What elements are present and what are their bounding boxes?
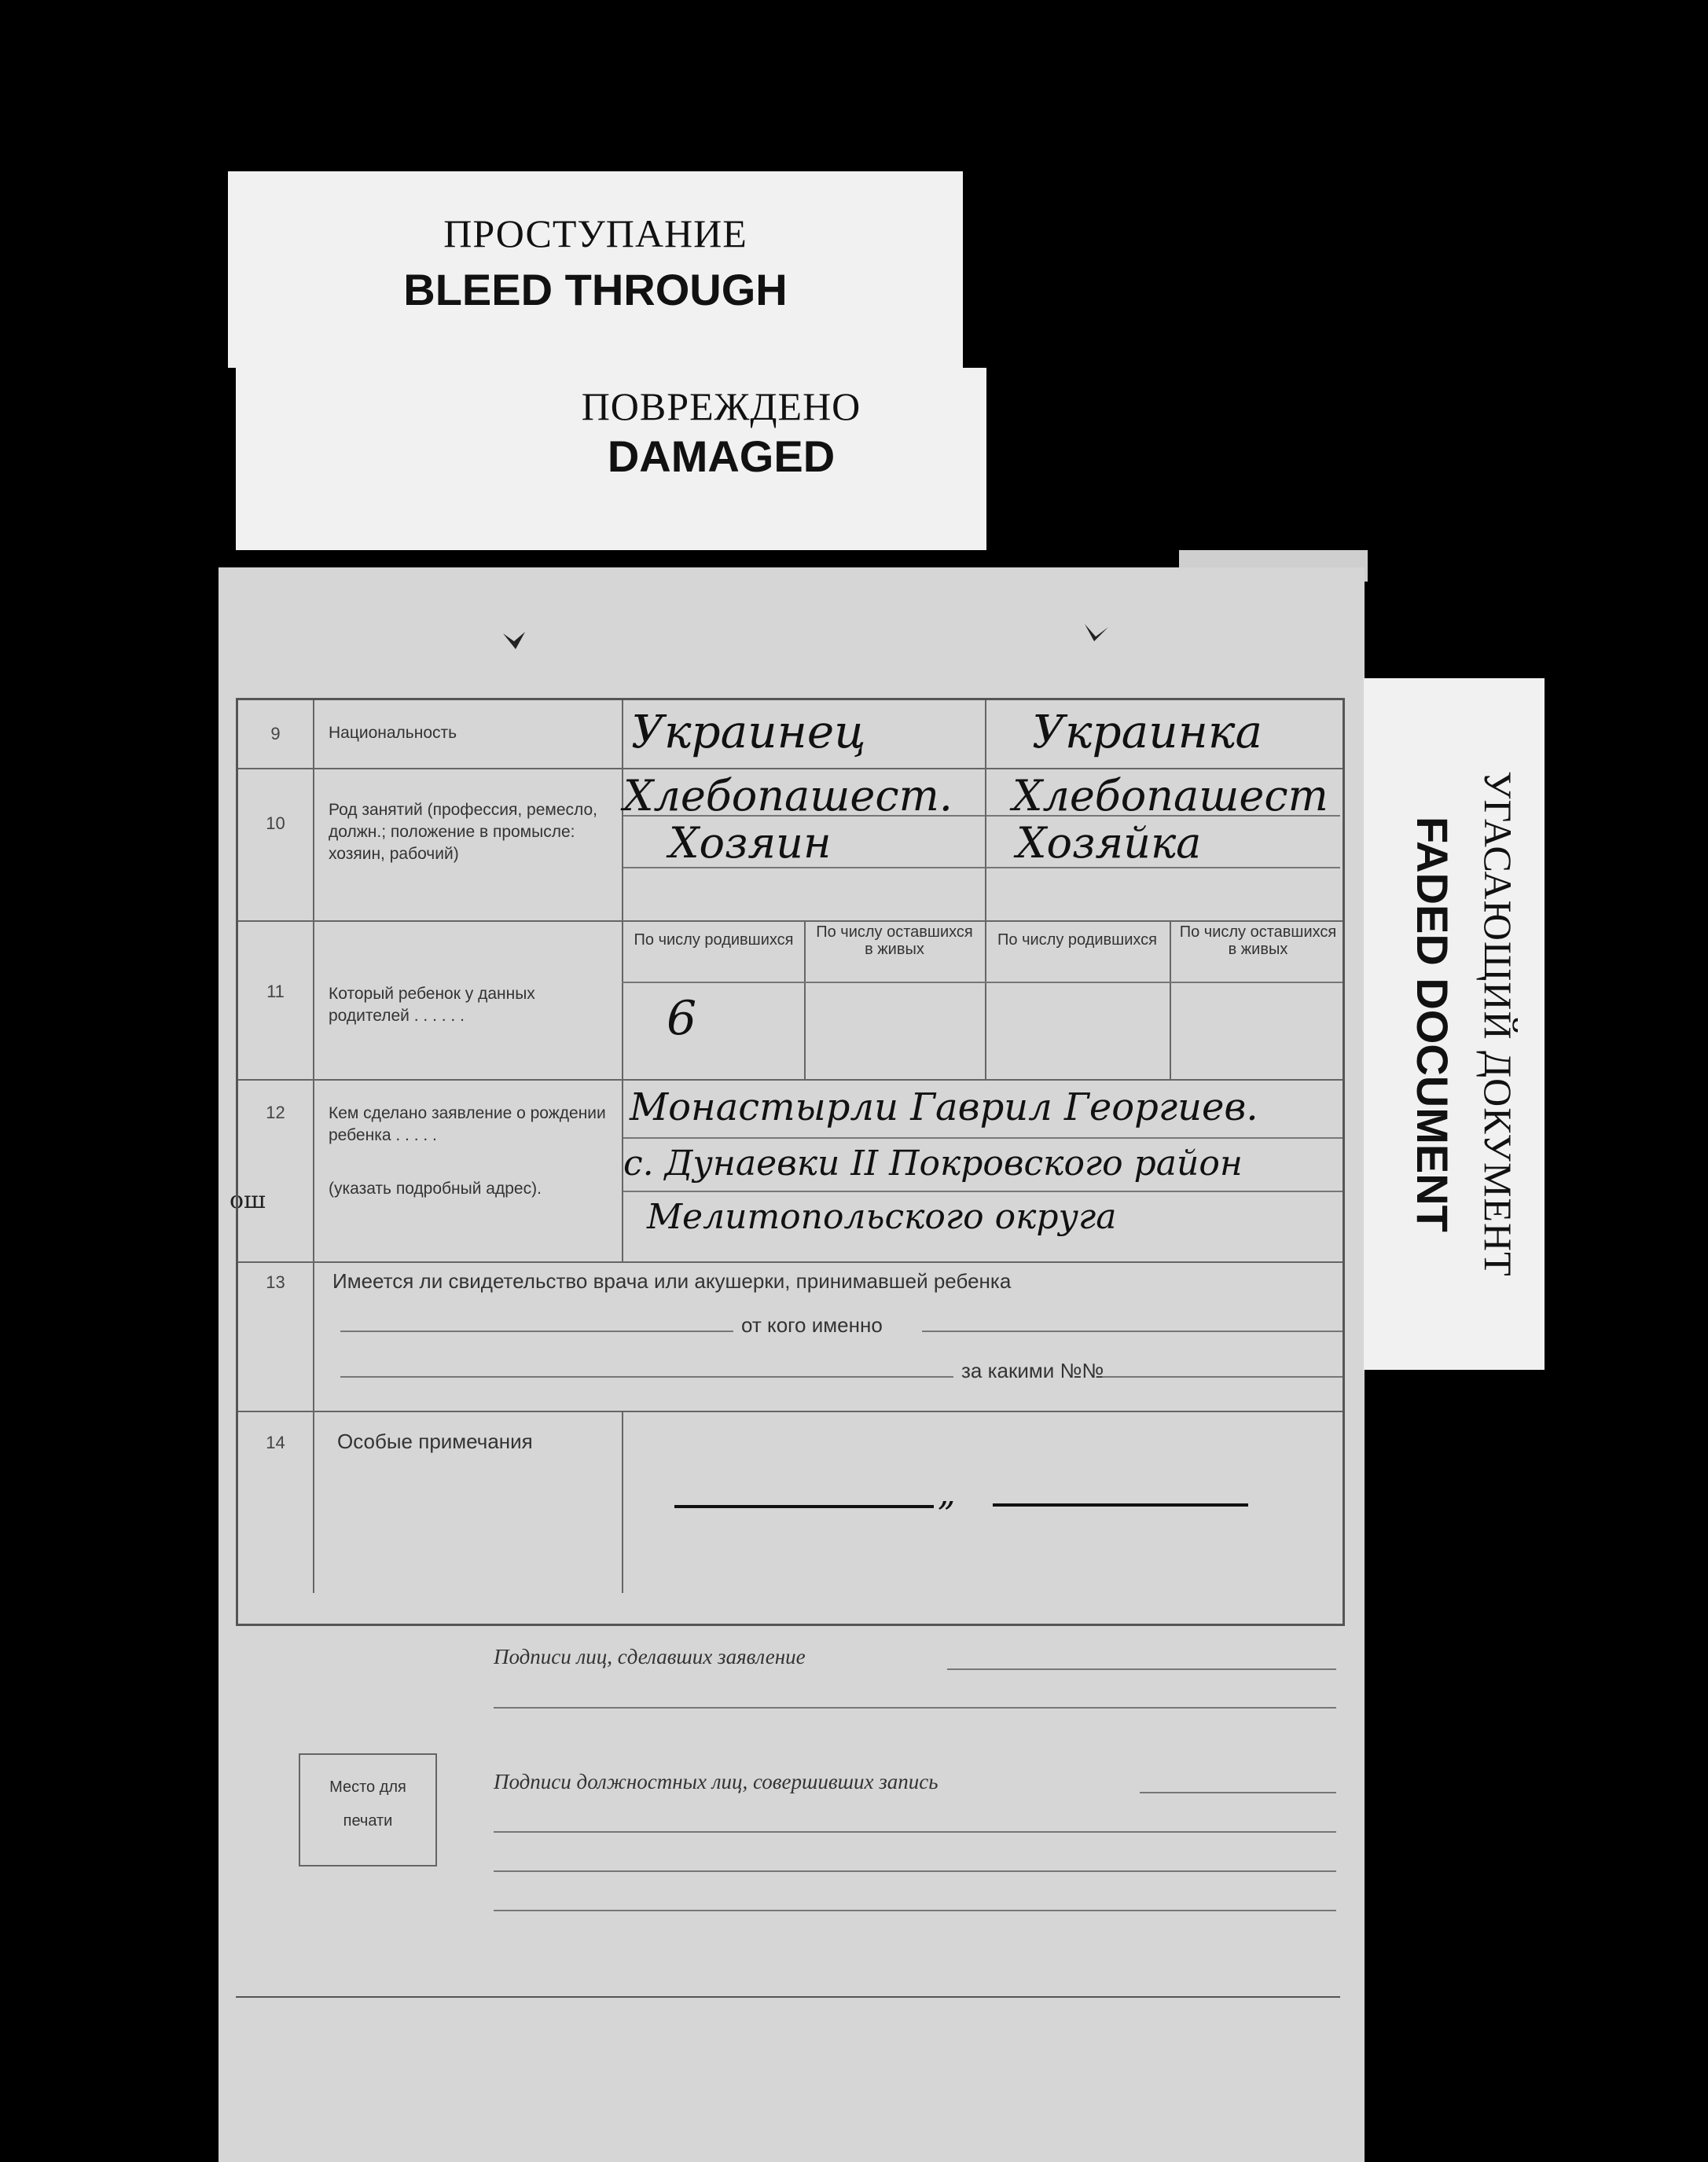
row-number: 10 (266, 813, 285, 833)
child-order-value: 6 (667, 991, 697, 1046)
nationality-label: Национальность (329, 724, 457, 742)
declarant-label: Кем сделано заявление о рождении ребенка . . . . . (329, 1104, 606, 1144)
binding-hole-icon (1083, 622, 1110, 643)
father-born-header: По числу родившихся (634, 931, 794, 949)
mother-position: Хозяйка (1016, 818, 1202, 868)
certificate-from-whom: от кого именно (741, 1313, 883, 1337)
row-nationality (238, 700, 1343, 769)
bleed-through-target-card (228, 171, 963, 368)
row-number: 14 (266, 1433, 285, 1452)
stamp-place-label-2: печати (343, 1812, 393, 1830)
damaged-russian-label: ПОВРЕЖДЕНО (581, 384, 861, 428)
row-number: 12 (266, 1103, 285, 1122)
declarant-district: Мелитопольского округа (647, 1197, 1117, 1237)
row-child-order (238, 920, 1343, 1081)
father-alive-header: По числу оставшихся в живых (816, 923, 973, 958)
applicants-signature-label: Подписи лиц, сделавших заявление (494, 1645, 806, 1668)
bleed-through-english-label: BLEED THROUGH (403, 265, 788, 314)
stamp-place-box (299, 1753, 437, 1867)
faded-document-russian-label: УГАСАЮЩИЙ ДОКУМЕНТ (1476, 771, 1520, 1277)
mother-alive-header: По числу оставшихся в живых (1179, 923, 1337, 958)
special-notes-label: Особые примечания (337, 1430, 533, 1453)
row-special-notes (238, 1411, 1343, 1593)
mother-occupation: Хлебопашест (1012, 771, 1328, 820)
row-certificate (238, 1261, 1343, 1412)
certificate-numbers: за какими №№ (961, 1359, 1104, 1382)
row-occupation (238, 768, 1343, 922)
father-occupation: Хлебопашест. (623, 771, 953, 820)
faded-document-target-card (1364, 678, 1545, 1370)
declarant-village: с. Дунаевки II Покровского район (623, 1143, 1243, 1184)
mother-born-header: По числу родившихся (997, 931, 1157, 949)
occupation-label: Род занятий (профессия, ремесло, должн.; положение в промысле: хозяин, рабочий) (329, 801, 598, 863)
officials-signature-label: Подписи должностных лиц, совершивших запись (494, 1770, 938, 1793)
margin-mark: ош (230, 1187, 266, 1214)
faded-document-english-label: FADED DOCUMENT (1408, 816, 1457, 1232)
special-notes-ditto: „ (938, 1474, 956, 1514)
bleed-through-russian-label: ПРОСТУПАНИЕ (443, 211, 747, 255)
stamp-place-label: Место для (329, 1778, 406, 1796)
row-number: 13 (266, 1272, 285, 1292)
binding-hole-icon (501, 630, 528, 651)
address-label: (указать подробный адрес). (329, 1180, 542, 1198)
damaged-target-card (236, 368, 986, 550)
father-position: Хозяин (669, 818, 832, 868)
row-number: 11 (266, 982, 285, 1001)
child-order-label: Который ребенок у данных родителей . . . . . . (329, 985, 535, 1025)
row-declarant (238, 1079, 1343, 1263)
mother-nationality: Украинка (1032, 705, 1263, 758)
certificate-question: Имеется ли свидетельство врача или акушерки, принимавшей ребенка (332, 1269, 1012, 1293)
declarant-name: Монастырли Гаврил Георгиев. (630, 1085, 1258, 1129)
father-nationality: Украинец (631, 705, 866, 758)
damaged-english-label: DAMAGED (607, 431, 836, 481)
row-number: 9 (270, 724, 281, 743)
birth-record-form (236, 698, 1345, 1626)
